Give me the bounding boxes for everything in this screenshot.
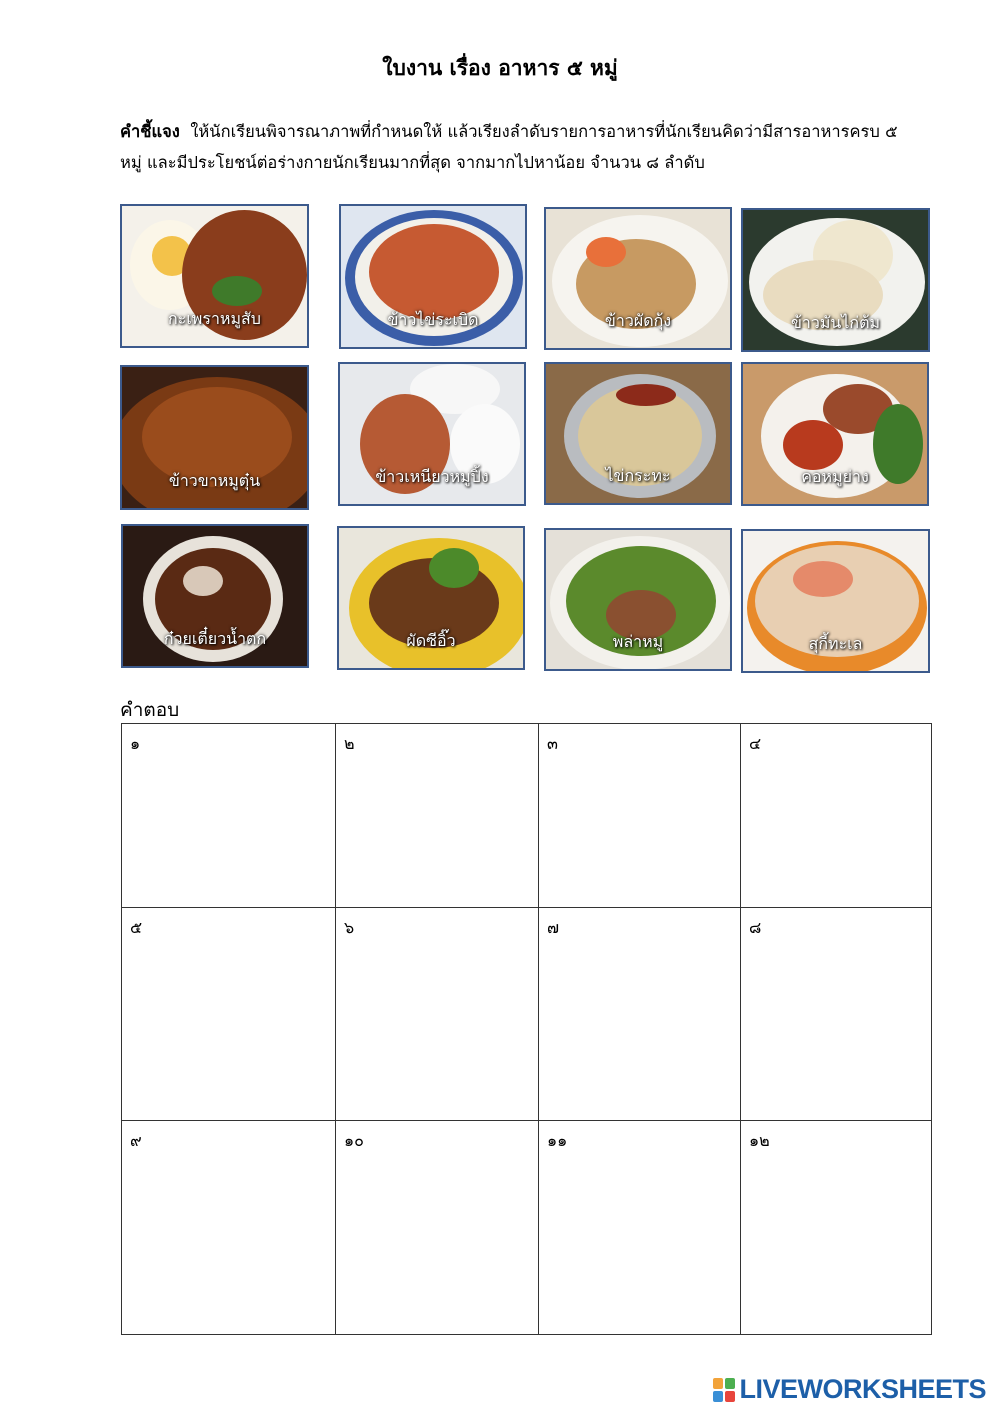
answer-heading: คำตอบ bbox=[120, 699, 180, 721]
answer-number: ๖ bbox=[344, 918, 355, 937]
liveworksheets-logo-icon bbox=[713, 1378, 735, 1402]
answer-number: ๒ bbox=[344, 734, 355, 753]
answer-number: ๑๒ bbox=[749, 1131, 770, 1150]
answer-number: ๔ bbox=[749, 734, 762, 753]
food-label: ข้าวผัดกุ้ง bbox=[604, 311, 672, 330]
answer-cell[interactable] bbox=[336, 724, 539, 908]
food-label: ข้าวเหนียวหมูปิ้ง bbox=[375, 467, 489, 486]
food-label: ข้าวขาหมูตุ๋น bbox=[168, 471, 261, 490]
food-photo-suki-talay bbox=[741, 529, 930, 673]
answer-cell[interactable] bbox=[539, 724, 741, 908]
food-label: กะเพราหมูสับ bbox=[168, 309, 261, 328]
answer-number: ๑ bbox=[130, 734, 141, 753]
worksheet-title: ใบงาน เรื่อง อาหาร ๕ หมู่ bbox=[382, 56, 618, 80]
answer-cell[interactable] bbox=[741, 908, 932, 1121]
answer-cell[interactable] bbox=[741, 1121, 932, 1335]
answer-number: ๙ bbox=[130, 1131, 142, 1150]
answer-grid bbox=[121, 723, 932, 1335]
food-label: คอหมูย่าง bbox=[801, 467, 869, 486]
food-photo-khao-niao-moo-ping bbox=[338, 362, 526, 506]
instructions-text: ให้นักเรียนพิจารณาภาพที่กำหนดให้ แล้วเรียงลำดับรายการอาหารที่นักเรียนคิดว่ามีสารอาหารครบ ๕ หมู่ และมีประโยชน์ต่อร่างกายนักเรียนมากที่สุด จากมากไปหาน้อย จำนวน ๘ ลำดับ bbox=[120, 122, 898, 172]
answer-cell[interactable] bbox=[336, 1121, 539, 1335]
answer-cell[interactable] bbox=[122, 1121, 336, 1335]
instructions-label: คำชี้แจง bbox=[120, 122, 180, 141]
food-photo-plah-moo bbox=[544, 528, 732, 671]
food-label: ก๋วยเตี๋ยวน้ำตก bbox=[163, 629, 267, 648]
answer-number: ๓ bbox=[547, 734, 558, 753]
food-label: พล่าหมู bbox=[612, 632, 664, 651]
food-photo-khao-man-kai bbox=[741, 208, 930, 352]
food-photo-kuay-teow-nam-tok bbox=[121, 524, 309, 668]
answer-cell[interactable] bbox=[122, 908, 336, 1121]
food-photo-khao-khai-rabert bbox=[339, 204, 527, 349]
food-photo-kor-moo-yang bbox=[741, 362, 929, 506]
answer-cell[interactable] bbox=[741, 724, 932, 908]
food-label: ผัดซีอิ๊ว bbox=[406, 631, 456, 650]
answer-number: ๗ bbox=[547, 918, 560, 937]
answer-cell[interactable] bbox=[122, 724, 336, 908]
food-photo-kaprao bbox=[120, 204, 309, 348]
answer-cell[interactable] bbox=[539, 908, 741, 1121]
answer-number: ๘ bbox=[749, 918, 762, 937]
answer-number: ๕ bbox=[130, 918, 143, 937]
answer-number: ๑๐ bbox=[344, 1131, 364, 1150]
food-label: ข้าวไข่ระเบิด bbox=[387, 310, 479, 329]
food-photo-pad-see-ew bbox=[337, 526, 525, 670]
answer-number: ๑๑ bbox=[547, 1131, 568, 1150]
food-photo-khao-pad-kung bbox=[544, 207, 732, 350]
liveworksheets-logo bbox=[713, 1374, 986, 1405]
food-photo-khao-kha-moo bbox=[120, 365, 309, 510]
answer-cell[interactable] bbox=[336, 908, 539, 1121]
food-label: ข้าวมันไก่ต้ม bbox=[790, 313, 881, 332]
liveworksheets-logo-text: LIVEWORKSHEETS bbox=[739, 1374, 986, 1404]
food-label: ไข่กระทะ bbox=[605, 466, 671, 485]
food-label: สุกี้ทะเล bbox=[808, 634, 863, 653]
food-photo-khai-kratha bbox=[544, 362, 732, 505]
answer-cell[interactable] bbox=[539, 1121, 741, 1335]
instructions bbox=[120, 116, 910, 178]
